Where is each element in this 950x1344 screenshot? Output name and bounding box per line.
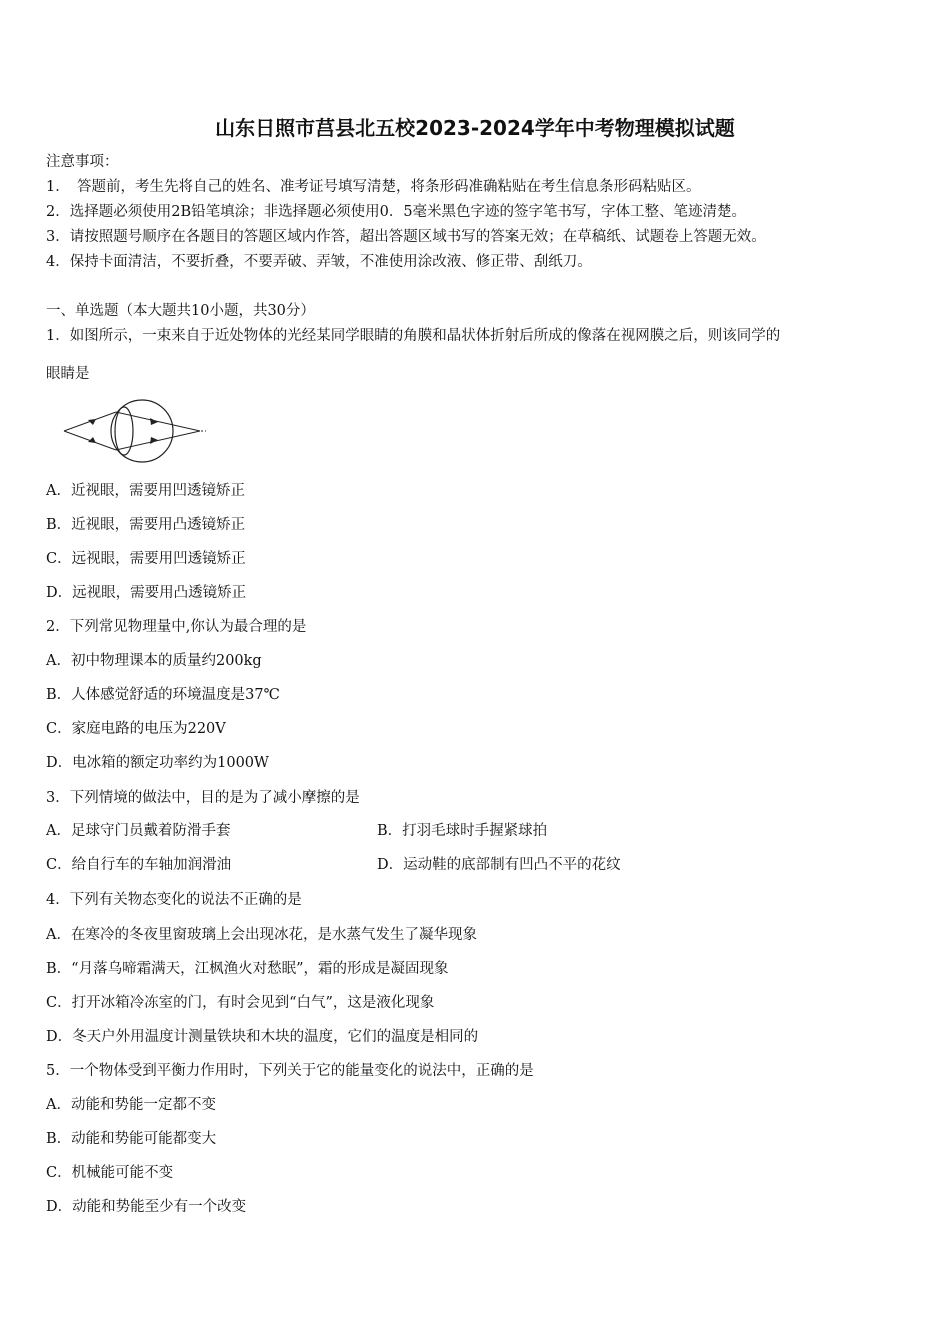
option: B．“月落乌啼霜满天，江枫渔火对愁眠”，霜的形成是凝固现象 bbox=[46, 961, 449, 977]
option: A．足球守门员戴着防滑手套 bbox=[46, 823, 231, 839]
option: B．动能和势能可能都变大 bbox=[46, 1131, 217, 1147]
notice-item: 4．保持卡面清洁，不要折叠，不要弄破、弄皱，不准使用涂改液、修正带、刮纸刀。 bbox=[46, 254, 592, 270]
option: A．动能和势能一定都不变 bbox=[46, 1097, 216, 1113]
option: D．冬天户外用温度计测量铁块和木块的温度，它们的温度是相同的 bbox=[46, 1029, 479, 1045]
notice-item: 3．请按照题号顺序在各题目的答题区域内作答，超出答题区域书写的答案无效；在草稿纸、试题卷上答题无效。 bbox=[46, 229, 766, 245]
q5-stem: 5．一个物体受到平衡力作用时，下列关于它的能量变化的说法中，正确的是 bbox=[46, 1063, 534, 1079]
q3-stem: 3．下列情境的做法中，目的是为了减小摩擦的是 bbox=[46, 790, 360, 806]
light-ray bbox=[116, 412, 200, 431]
option: B．打羽毛球时手握紧球拍 bbox=[377, 823, 548, 839]
q2-stem: 2．下列常见物理量中,你认为最合理的是 bbox=[46, 619, 307, 635]
option: B．人体感觉舒适的环境温度是37℃ bbox=[46, 687, 280, 703]
q1-stem-cont: 眼睛是 bbox=[46, 366, 90, 382]
option: A．近视眼，需要用凹透镜矫正 bbox=[46, 483, 245, 499]
arrow-head bbox=[150, 418, 158, 425]
light-ray bbox=[116, 431, 200, 450]
option: D．远视眼，需要用凸透镜矫正 bbox=[46, 585, 247, 601]
option: C．给自行车的车轴加润滑油 bbox=[46, 857, 232, 873]
notice-heading: 注意事项： bbox=[46, 154, 119, 170]
option: A．初中物理课本的质量约200kg bbox=[46, 653, 262, 669]
q4-stem: 4．下列有关物态变化的说法不正确的是 bbox=[46, 892, 302, 908]
option: D．运动鞋的底部制有凹凸不平的花纹 bbox=[377, 857, 621, 873]
option: C．远视眼，需要用凹透镜矫正 bbox=[46, 551, 246, 567]
section-heading: 一、单选题（本大题共10小题，共30分） bbox=[46, 303, 315, 319]
option: C．机械能可能不变 bbox=[46, 1165, 174, 1181]
option: B．近视眼，需要用凸透镜矫正 bbox=[46, 517, 246, 533]
option: D．电冰箱的额定功率约为1000W bbox=[46, 755, 269, 771]
q1-stem: 1．如图所示，一束来自于近处物体的光经某同学眼睛的角膜和晶状体折射后所成的像落在视网膜之后，则该同学的 bbox=[46, 328, 781, 344]
eye-diagram bbox=[60, 398, 210, 464]
option: C．打开冰箱冷冻室的门，有时会见到“白气”，这是液化现象 bbox=[46, 995, 435, 1011]
notice-item: 2．选择题必须使用2B铅笔填涂；非选择题必须使用0．5毫米黑色字迹的签字笔书写，字体工整、笔迹清楚。 bbox=[46, 204, 747, 220]
notice-item: 1． 答题前，考生先将自己的姓名、准考证号填写清楚，将条形码准确粘贴在考生信息条形码粘贴区。 bbox=[46, 179, 701, 195]
arrow-head bbox=[150, 437, 158, 444]
option: D．动能和势能至少有一个改变 bbox=[46, 1199, 247, 1215]
option: C．家庭电路的电压为220V bbox=[46, 721, 226, 737]
option: A．在寒冷的冬夜里窗玻璃上会出现冰花，是水蒸气发生了凝华现象 bbox=[46, 927, 477, 943]
page-title: 山东日照市莒县北五校2023-2024学年中考物理模拟试题 bbox=[215, 116, 735, 140]
